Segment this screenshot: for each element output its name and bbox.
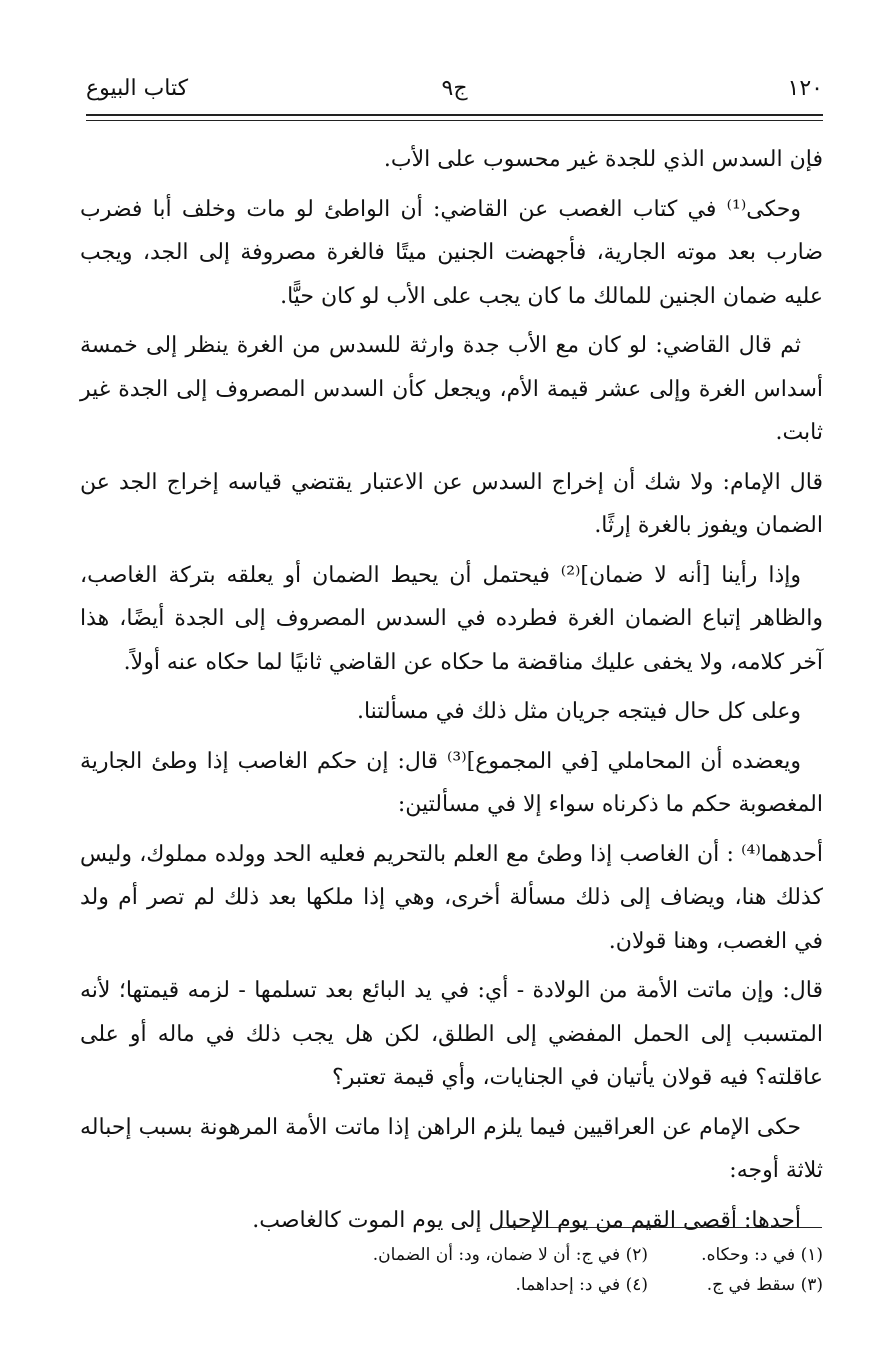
volume-number: ج٩ — [441, 76, 468, 101]
footnote: (٤) في د: إحداهما. — [515, 1275, 648, 1295]
paragraph: حكى الإمام عن العراقيين فيما يلزم الراهن إذا ماتت الأمة المرهونة بسبب إحباله ثلاثة أوجه: — [80, 1114, 823, 1183]
page-number: ١٢٠ — [787, 76, 823, 101]
book-title: كتاب البيوع — [86, 76, 189, 101]
header-rule-thin — [86, 120, 823, 121]
footnotes — [200, 1240, 823, 1300]
footnote-rule — [500, 1227, 822, 1228]
paragraph: قال: وإن ماتت الأمة من الولادة - أي: في يد البائع بعد تسلمها - لزمه قيمتها؛ لأنه المتسبب إلى الحمل المفضي إلى الطلق، لكن هل يجب ذلك في ماله أو على عاقلته؟ فيه قولان يأتيان في الجنايات، وأي قيمة تعتبر؟ — [80, 978, 823, 1090]
paragraph: فإن السدس الذي للجدة غير محسوب على الأب. — [383, 147, 823, 172]
paragraph: وحكى⁽¹⁾ في كتاب الغصب عن القاضي: أن الواطئ لو مات وخلف أبا فضرب ضارب بعد موته الجارية، فأجهضت الجنين ميتًا فالغرة مصروفة إلى الجد، ويجب عليه ضمان الجنين للمالك ما كان يجب على الأب لو كان حيًّا. — [80, 196, 823, 309]
footnote: (٢) في ج: أن لا ضمان، ود: أن الضمان. — [372, 1245, 648, 1265]
paragraph: وإذا رأينا [أنه لا ضمان]⁽²⁾ فيحتمل أن يحيط الضمان أو يعلقه بتركة الغاصب، والظاهر إتباع الضمان الغرة فطرده في السدس المصروف إلى الجدة أيضًا، هذا آخر كلامه، ولا يخفى عليك مناقضة ما حكاه عن القاضي ثانيًا لما حكاه عنه أولاً. — [80, 562, 823, 675]
paragraph: قال الإمام: ولا شك أن إخراج السدس عن الاعتبار يقتضي قياسه إخراج الجد عن الضمان ويفوز بالغرة إرثًا. — [80, 469, 823, 538]
header-rule-thick — [86, 114, 823, 116]
paragraph: أحدها: أقصى القيم من يوم الإحبال إلى يوم الموت كالغاصب. — [252, 1207, 801, 1233]
page-body — [80, 138, 823, 1248]
footnote: (١) في د: وحكاه. — [701, 1245, 823, 1265]
footnote: (٣) سقط في ج. — [706, 1275, 823, 1295]
footnote-row — [200, 1240, 823, 1270]
paragraph: أحدهما⁽⁴⁾ : أن الغاصب إذا وطئ مع العلم بالتحريم فعليه الحد وولده مملوك، وليس كذلك هنا، ويضاف إلى ذلك مسألة أخرى، وهي إذا ملكها بعد ذلك لم تصر أم ولد في الغصب، وهنا قولان. — [80, 841, 823, 954]
running-header — [86, 74, 823, 108]
paragraph: وعلى كل حال فيتجه جريان مثل ذلك في مسألتنا. — [356, 699, 801, 724]
paragraph: ويعضده أن المحاملي [في المجموع]⁽³⁾ قال: إن حكم الغاصب إذا وطئ الجارية المغصوبة حكم ما ذكرناه سواء إلا في مسألتين: — [80, 748, 823, 817]
footnote-row — [200, 1270, 823, 1300]
paragraph: ثم قال القاضي: لو كان مع الأب جدة وارثة للسدس من الغرة ينظر إلى خمسة أسداس الغرة وإلى عشر قيمة الأم، ويجعل كأن السدس المصروف إلى الجدة غير ثابت. — [80, 333, 823, 445]
